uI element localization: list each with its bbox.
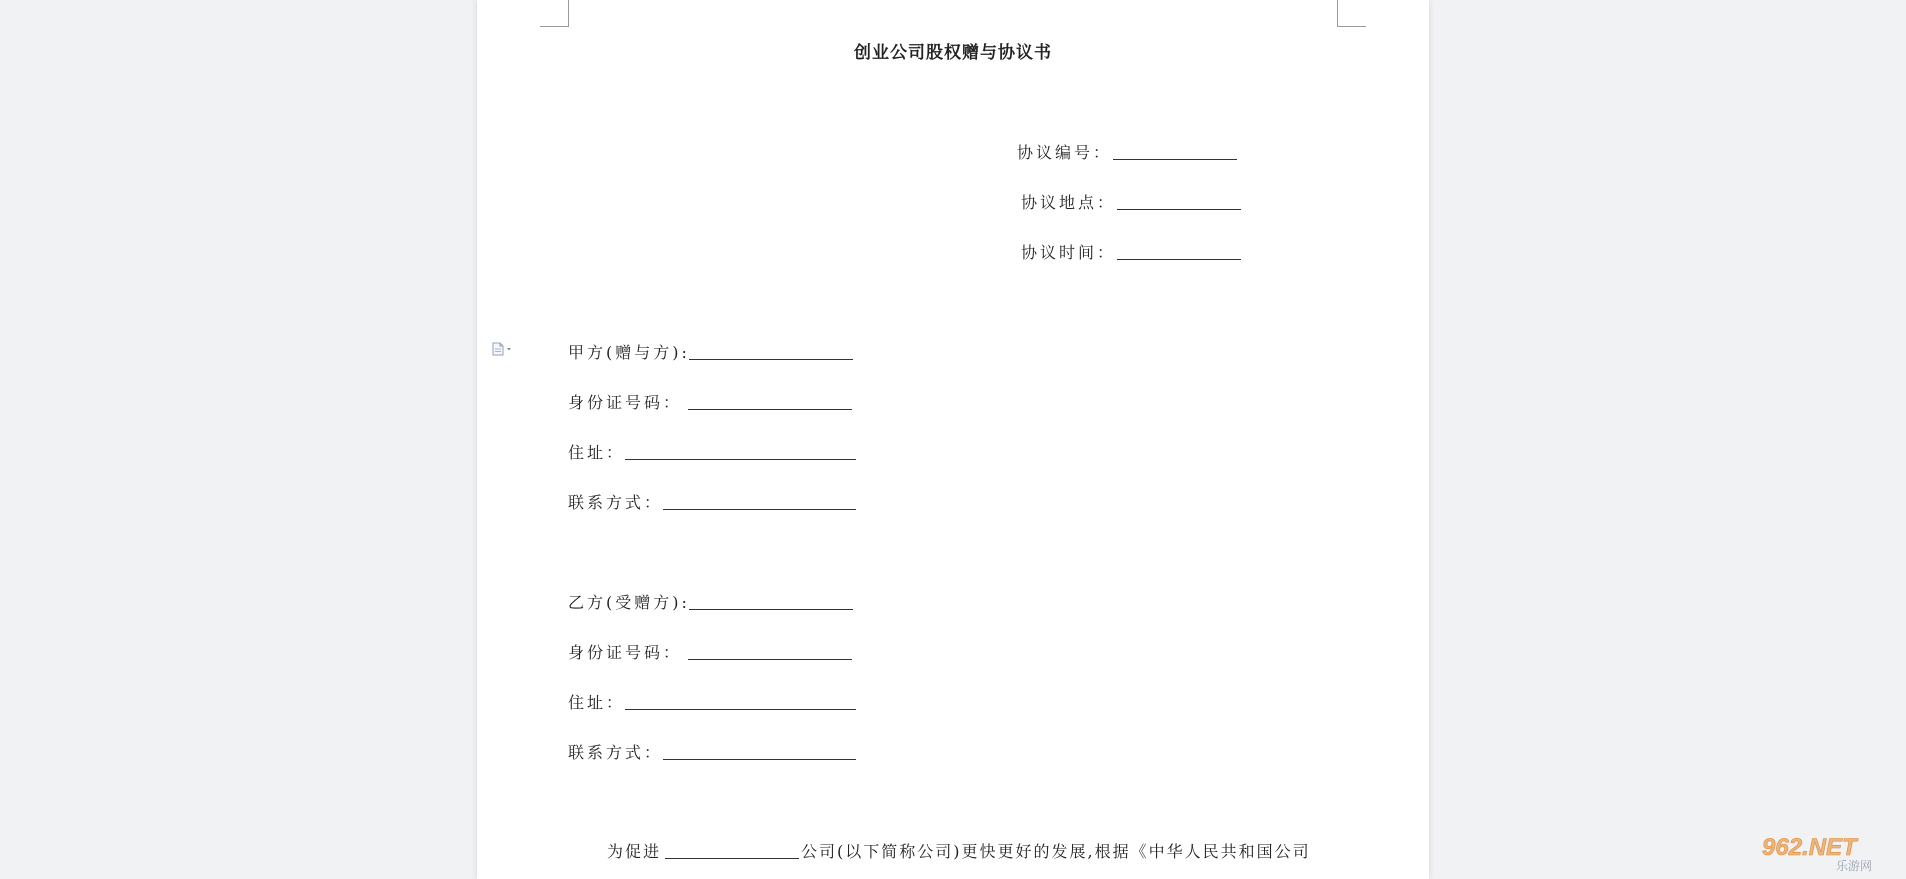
party-b-id-blank[interactable] [688,659,852,660]
agreement-time-label: 协议时间： [1021,243,1117,262]
party-b-contact-blank[interactable] [663,759,856,760]
site-watermark-logo [1758,833,1894,873]
party-b-contact-label: 联系方式： [568,743,664,762]
watermark-sub: 乐游网 [1836,859,1873,873]
party-a-contact-label: 联系方式： [568,493,664,512]
party-a-name-blank[interactable] [689,359,853,360]
party-b-address-blank[interactable] [625,709,856,710]
intro-paragraph-start: 为促进 [607,842,662,861]
document-page [477,0,1429,879]
agreement-number-blank[interactable] [1113,159,1237,160]
watermark-brand: 962.NET [1762,834,1857,861]
chevron-down-icon [507,348,511,351]
company-name-blank[interactable] [665,858,799,859]
party-b-id-label: 身份证号码： [568,643,683,662]
party-a-address-label: 住址： [568,443,626,462]
party-b-address-label: 住址： [568,693,626,712]
intro-paragraph-rest: 公司(以下简称公司)更快更好的发展,根据《中华人民共和国公司 [801,842,1311,861]
party-a-address-blank[interactable] [625,459,856,460]
party-a-id-label: 身份证号码： [568,393,683,412]
document-icon[interactable] [491,342,513,356]
party-b-name-blank[interactable] [689,609,853,610]
agreement-place-blank[interactable] [1117,209,1241,210]
agreement-time-blank[interactable] [1117,259,1241,260]
page-corner-mark-top-left [540,0,569,27]
page-corner-mark-top-right [1337,0,1366,27]
party-b-name-label: 乙方(受赠方): [568,593,690,612]
document-title: 创业公司股权赠与协议书 [854,43,1052,63]
party-a-contact-blank[interactable] [663,509,856,510]
party-a-id-blank[interactable] [688,409,852,410]
party-a-name-label: 甲方(赠与方): [568,343,690,362]
agreement-place-label: 协议地点： [1021,193,1117,212]
agreement-number-label: 协议编号： [1017,143,1113,162]
